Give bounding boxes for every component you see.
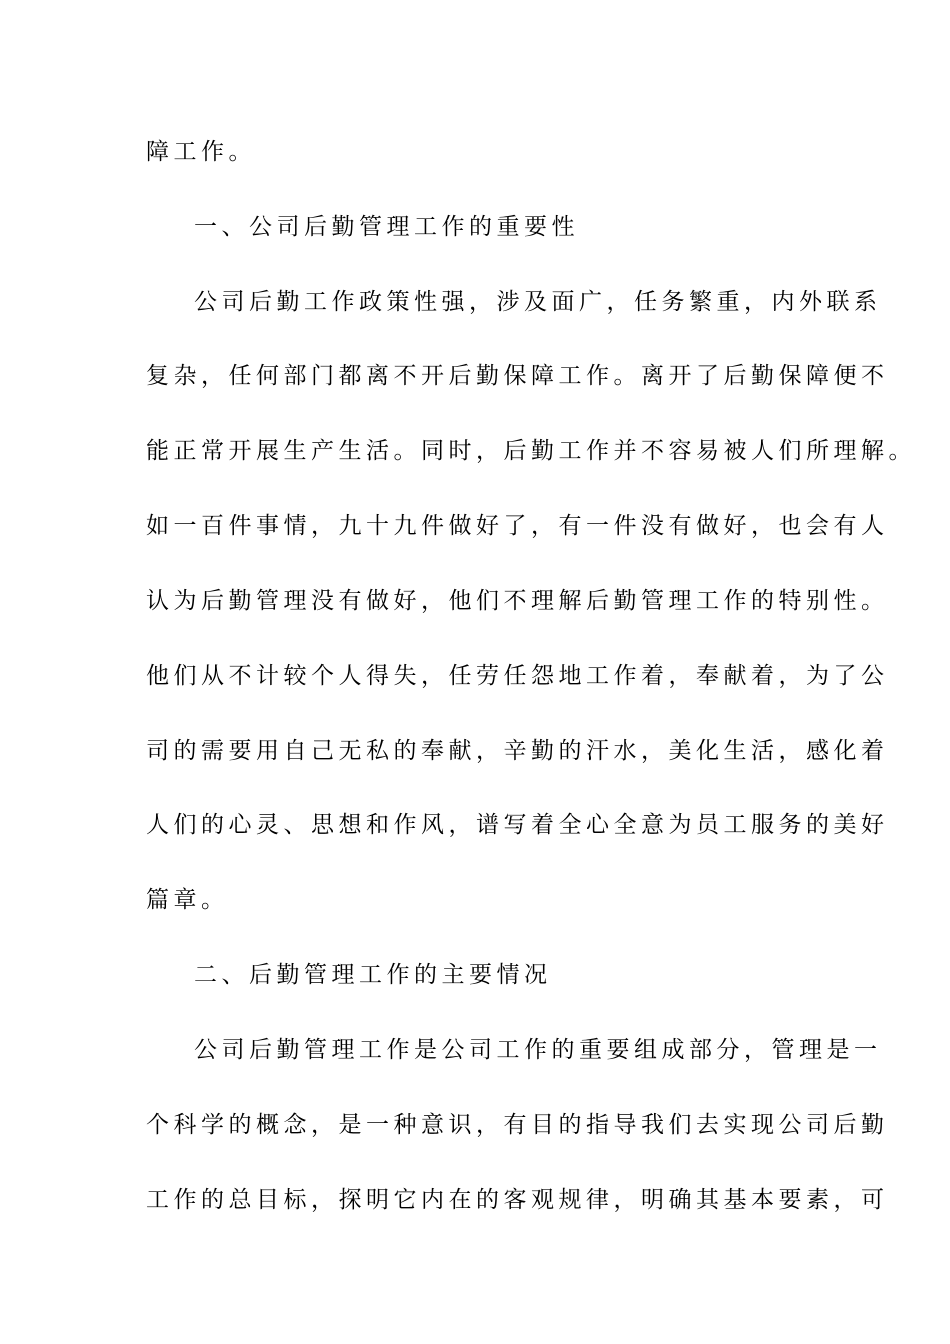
section-heading-1: 一、公司后勤管理工作的重要性 xyxy=(194,214,579,240)
paragraph-line: 公司后勤管理工作是公司工作的重要组成部分，管理是一 xyxy=(194,1037,882,1063)
paragraph-continuation: 障工作。 xyxy=(146,139,256,165)
paragraph-line: 司的需要用自己无私的奉献，辛勤的汗水，美化生活，感化着 xyxy=(146,738,889,764)
paragraph-line: 个科学的概念，是一种意识，有目的指导我们去实现公司后勤 xyxy=(146,1112,889,1138)
paragraph-line: 他们从不计较个人得失，任劳任怨地工作着，奉献着，为了公 xyxy=(146,663,889,689)
paragraph-line: 工作的总目标，探明它内在的客观规律，明确其基本要素，可 xyxy=(146,1187,889,1213)
paragraph-line: 如一百件事情，九十九件做好了，有一件没有做好，也会有人 xyxy=(146,513,889,539)
paragraph-line: 复杂，任何部门都离不开后勤保障工作。离开了后勤保障便不 xyxy=(146,363,889,389)
paragraph-line: 人们的心灵、思想和作风，谱写着全心全意为员工服务的美好 xyxy=(146,812,889,838)
paragraph-line: 公司后勤工作政策性强，涉及面广，任务繁重，内外联系 xyxy=(194,289,882,315)
paragraph-line: 认为后勤管理没有做好，他们不理解后勤管理工作的特别性。 xyxy=(146,588,889,614)
section-heading-2: 二、后勤管理工作的主要情况 xyxy=(194,962,552,988)
paragraph-line: 篇章。 xyxy=(146,887,229,913)
paragraph-line: 能正常开展生产生活。同时，后勤工作并不容易被人们所理解。 xyxy=(146,438,916,464)
